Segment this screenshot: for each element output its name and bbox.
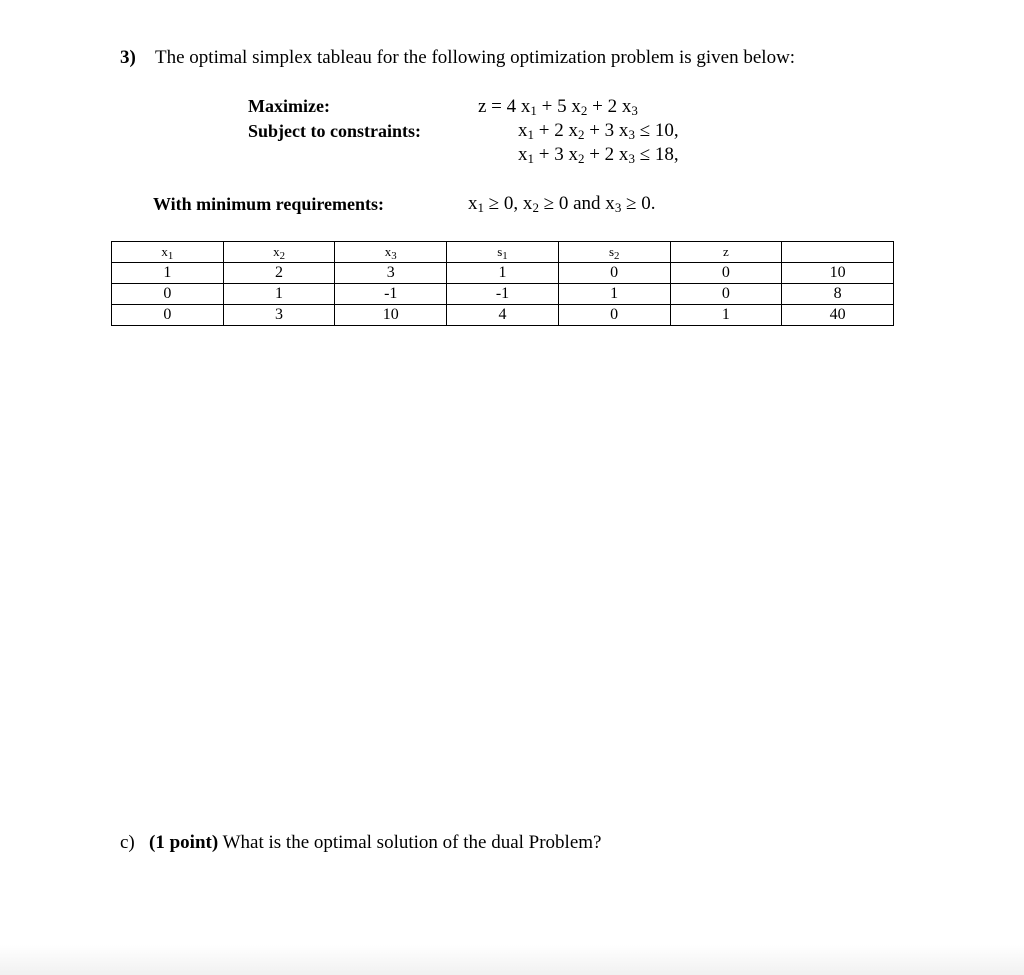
nonnegativity-constraints: $x_1 \ge 0$, $x_2 \ge 0$ and $x_3 \ge 0$.: [468, 193, 656, 215]
part-c-letter: c): [120, 832, 135, 853]
part-c-text: What is the optimal solution of the dual Problem?: [222, 832, 602, 853]
constraint-2: $x_1 + 3$ $x_2 + 2$ $x_3 \le 18$,: [518, 144, 679, 166]
table-cell: 3: [223, 305, 335, 326]
table-cell: 1: [670, 305, 782, 326]
table-cell: 1: [112, 263, 224, 284]
table-cell: 0: [670, 263, 782, 284]
constraints-label: Subject to constraints:: [248, 121, 421, 141]
table-cell: 10: [782, 263, 894, 284]
table-cell: 2: [223, 263, 335, 284]
part-c-question: [120, 832, 601, 854]
tableau-header-row: [112, 242, 894, 263]
header-x3: $x_3$: [335, 242, 447, 263]
table-cell: -1: [335, 284, 447, 305]
table-cell: 1: [447, 263, 559, 284]
table-row: [112, 305, 894, 326]
header-x2: $x_2$: [223, 242, 335, 263]
table-cell: 1: [558, 284, 670, 305]
maximize-label: Maximize:: [248, 96, 330, 116]
part-c-points: (1 point): [149, 832, 219, 853]
min-requirements-label: With minimum requirements:: [153, 194, 385, 214]
page-bottom-shadow: [0, 945, 1024, 975]
table-cell: 10: [335, 305, 447, 326]
table-cell: 0: [670, 284, 782, 305]
constraint-1: $x_1 + 2$ $x_2 + 3$ $x_3 \le 10$,: [518, 120, 679, 142]
table-cell: -1: [447, 284, 559, 305]
objective-function: z = 4 $x_1 + 5$ $x_2 + 2$ $x_3$: [478, 96, 638, 118]
header-s1: $s_1$: [447, 242, 559, 263]
question-text: The optimal simplex tableau for the following optimization problem is given below:: [155, 47, 796, 68]
table-cell: 0: [558, 263, 670, 284]
header-rhs: [782, 242, 894, 263]
header-z: z: [670, 242, 782, 263]
simplex-tableau: [111, 241, 894, 326]
table-cell: 8: [782, 284, 894, 305]
table-cell: 1: [223, 284, 335, 305]
table-cell: 0: [558, 305, 670, 326]
table-cell: 3: [335, 263, 447, 284]
header-x1: $x_1$: [112, 242, 224, 263]
table-cell: 0: [112, 284, 224, 305]
question-number: 3): [120, 47, 136, 68]
table-cell: 0: [112, 305, 224, 326]
header-s2: $s_2$: [558, 242, 670, 263]
table-cell: 4: [447, 305, 559, 326]
table-row: [112, 263, 894, 284]
table-cell: 40: [782, 305, 894, 326]
table-row: [112, 284, 894, 305]
